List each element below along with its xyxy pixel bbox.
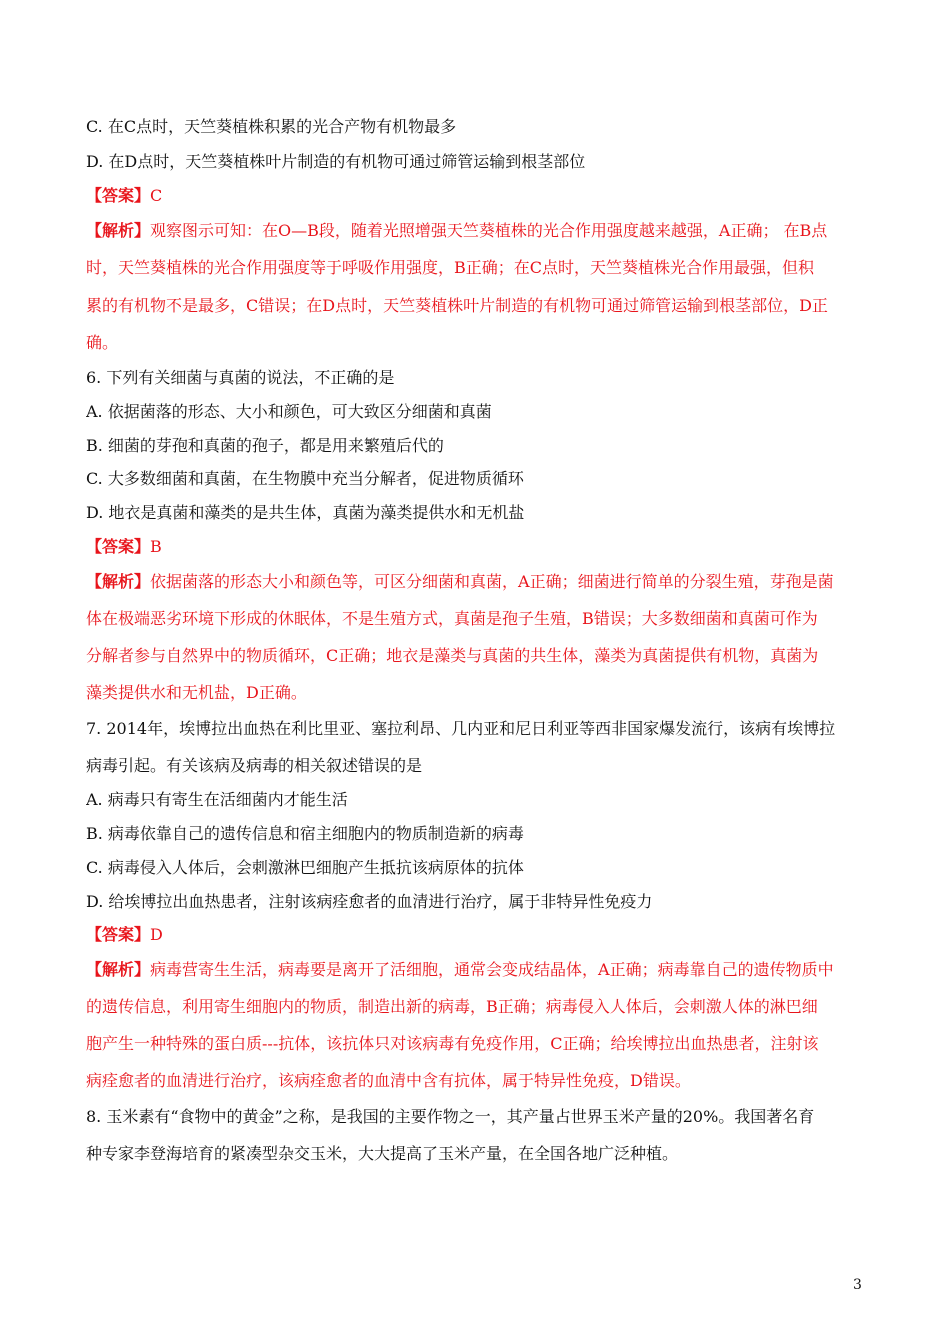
q6-option-b: B. 细菌的芽孢和真菌的孢子，都是用来繁殖后代的 xyxy=(86,436,444,455)
q6-option-c: C. 大多数细菌和真菌，在生物膜中充当分解者，促进物质循环 xyxy=(86,469,524,488)
q7-option-b: B. 病毒依靠自己的遗传信息和宿主细胞内的物质制造新的病毒 xyxy=(86,824,524,843)
answer-value: B xyxy=(150,537,162,556)
answer-tag: 【答案】 xyxy=(86,186,151,205)
q7-analysis-line: 病痊愈者的血清进行治疗，该病痊愈者的血清中含有抗体，属于特异性免疫，D错误。 xyxy=(86,1071,691,1090)
q5-option-c: C. 在C点时，天竺葵植株积累的光合产物有机物最多 xyxy=(86,117,457,136)
analysis-tag: 【解析】 xyxy=(86,572,151,591)
answer-tag: 【答案】 xyxy=(86,925,151,944)
q7-analysis-line: 的遗传信息，利用寄生细胞内的物质，制造出新的病毒，B正确；病毒侵入人体后，会刺激人体的淋巴细 xyxy=(86,997,818,1016)
page-number: 3 xyxy=(853,1277,862,1293)
q5-option-d: D. 在D点时，天竺葵植株叶片制造的有机物可通过筛管运输到根茎部位 xyxy=(86,152,586,171)
q6-analysis-line: 体在极端恶劣环境下形成的休眠体，不是生殖方式，真菌是孢子生殖，B错误；大多数细菌和真菌可作为 xyxy=(86,609,818,628)
q6-analysis-line: 分解者参与自然界中的物质循环，C正确；地衣是藻类与真菌的共生体，藻类为真菌提供有机物，真菌为 xyxy=(86,646,819,665)
q6-analysis-line: 藻类提供水和无机盐，D正确。 xyxy=(86,683,307,702)
answer-value: D xyxy=(150,925,163,944)
analysis-tag: 【解析】 xyxy=(86,221,151,240)
analysis-text: 依据菌落的形态大小和颜色等，可区分细菌和真菌，A正确；细菌进行简单的分裂生殖，芽孢是菌 xyxy=(150,572,834,591)
q5-analysis-line: 时，天竺葵植株的光合作用强度等于呼吸作用强度，B正确；在C点时，天竺葵植株光合作用最强，但积 xyxy=(86,258,815,277)
q5-answer xyxy=(86,186,876,206)
q7-answer xyxy=(86,925,876,945)
answer-value: C xyxy=(150,186,163,205)
q5-analysis-line: 确。 xyxy=(86,333,119,352)
q6-option-d: D. 地衣是真菌和藻类的是共生体，真菌为藻类提供水和无机盐 xyxy=(86,503,525,522)
answer-tag: 【答案】 xyxy=(86,537,151,556)
q7-stem-line: 病毒引起。有关该病及病毒的相关叙述错误的是 xyxy=(86,756,423,775)
q5-analysis-line xyxy=(86,221,876,241)
q8-stem-line: 8. 玉米素有“食物中的黄金”之称，是我国的主要作物之一，其产量占世界玉米产量的20%。我国著名育 xyxy=(86,1107,815,1126)
q8-stem-line: 种专家李登海培育的紧凑型杂交玉米，大大提高了玉米产量，在全国各地广泛种植。 xyxy=(86,1144,679,1163)
q7-option-a: A. 病毒只有寄生在活细菌内才能生活 xyxy=(86,790,348,809)
q7-option-d: D. 给埃博拉出血热患者，注射该病痊愈者的血清进行治疗，属于非特异性免疫力 xyxy=(86,892,653,911)
analysis-tag: 【解析】 xyxy=(86,960,151,979)
q6-analysis-line xyxy=(86,572,876,592)
q7-analysis-line xyxy=(86,960,876,980)
analysis-text: 病毒营寄生生活，病毒要是离开了活细胞，通常会变成结晶体，A正确；病毒靠自己的遗传物质中 xyxy=(150,960,834,979)
q7-stem-line: 7. 2014年，埃博拉出血热在利比里亚、塞拉利昂、几内亚和尼日利亚等西非国家爆发流行，该病有埃博拉 xyxy=(86,719,836,738)
q6-stem: 6. 下列有关细菌与真菌的说法，不正确的是 xyxy=(86,368,395,387)
q6-answer xyxy=(86,537,876,557)
q5-analysis-line: 累的有机物不是最多，C错误；在D点时，天竺葵植株叶片制造的有机物可通过筛管运输到根茎部位，D正 xyxy=(86,296,828,315)
q7-option-c: C. 病毒侵入人体后，会刺激淋巴细胞产生抵抗该病原体的抗体 xyxy=(86,858,524,877)
q7-analysis-line: 胞产生一种特殊的蛋白质---抗体，该抗体只对该病毒有免疫作用，C正确；给埃博拉出血热患者，注射该 xyxy=(86,1034,819,1053)
analysis-text: 观察图示可知：在O—B段，随着光照增强天竺葵植株的光合作用强度越来越强，A正确； 在B点 xyxy=(150,221,828,240)
q6-option-a: A. 依据菌落的形态、大小和颜色，可大致区分细菌和真菌 xyxy=(86,402,492,421)
